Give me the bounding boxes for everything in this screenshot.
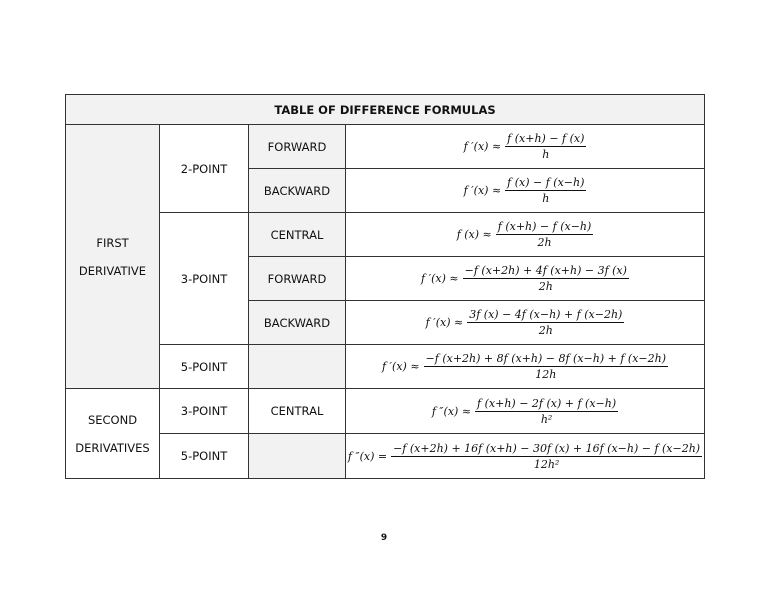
formula-lhs: f (x) ≈ (456, 228, 492, 241)
formula-lhs: f ″(x) ≈ (431, 404, 472, 418)
group-label-second-derivatives (66, 389, 160, 479)
formula (432, 397, 618, 426)
points-cell: 3-POINT (160, 389, 249, 434)
group-label-line2: DERIVATIVE (78, 263, 147, 278)
table-title: TABLE OF DIFFERENCE FORMULAS (66, 95, 705, 125)
formula-cell (346, 301, 705, 345)
method-cell: FORWARD (249, 257, 346, 301)
formula-lhs: f ′(x) ≈ (463, 140, 502, 153)
method-cell (249, 434, 346, 479)
formula-denominator: h (542, 192, 550, 205)
group-label-line1: SECOND (87, 412, 138, 427)
points-cell: 5-POINT (160, 345, 249, 389)
formula-denominator: 2h (538, 324, 553, 337)
formula-denominator: 2h (537, 236, 552, 249)
formula-numerator: f (x+h) − f (x−h) (497, 220, 592, 233)
method-cell: FORWARD (249, 125, 346, 169)
formula-numerator: −f (x+2h) + 4f (x+h) − 3f (x) (464, 264, 627, 277)
formula-denominator: h² (540, 412, 553, 426)
formula-lhs: f ′(x) ≈ (421, 272, 459, 285)
formula-lhs: f ′(x) ≈ (381, 360, 420, 373)
points-cell: 5-POINT (160, 434, 249, 479)
formula (457, 220, 594, 249)
difference-formulas-table (65, 94, 705, 479)
formula-numerator: 3f (x) − 4f (x−h) + f (x−2h) (469, 308, 623, 321)
formula-cell (346, 345, 705, 389)
formula-denominator: h (542, 148, 550, 161)
formula-denominator: 12h² (533, 457, 560, 471)
formula-cell (346, 257, 705, 301)
formula-cell (346, 389, 705, 434)
method-cell: CENTRAL (249, 213, 346, 257)
formula-denominator: 12h (535, 368, 557, 381)
formula-numerator: f (x) − f (x−h) (507, 176, 585, 189)
formula-numerator: −f (x+2h) + 8f (x+h) − 8f (x−h) + f (x−2h) (425, 352, 667, 365)
formula-denominator: 2h (538, 280, 553, 293)
group-label-first-derivative (66, 125, 160, 389)
page-number: 9 (380, 533, 388, 543)
formula-numerator: −f (x+2h) + 16f (x+h) − 30f (x) + 16f (x−h) − f (x−2h) (393, 441, 701, 455)
formula (421, 264, 629, 293)
formula (464, 176, 587, 205)
formula-lhs: f ′(x) ≈ (463, 184, 502, 197)
method-cell: CENTRAL (249, 389, 346, 434)
formula-cell (346, 169, 705, 213)
formula-lhs: f ′(x) ≈ (425, 316, 464, 329)
formula-numerator: f (x+h) − f (x) (507, 132, 585, 145)
formula-cell (346, 213, 705, 257)
method-cell: BACKWARD (249, 301, 346, 345)
formula-lhs: f ″(x) = (347, 449, 388, 463)
method-cell: BACKWARD (249, 169, 346, 213)
formula (464, 132, 587, 161)
formula (426, 308, 625, 337)
points-cell: 2-POINT (160, 125, 249, 213)
formula-cell (346, 434, 705, 479)
points-cell: 3-POINT (160, 213, 249, 345)
method-cell (249, 345, 346, 389)
formula-numerator: f (x+h) − 2f (x) + f (x−h) (477, 396, 617, 410)
group-label-line2: DERIVATIVES (75, 440, 150, 455)
formula (382, 352, 668, 381)
group-label-line1: FIRST (96, 235, 129, 250)
formula-cell (346, 125, 705, 169)
formula (348, 442, 702, 471)
